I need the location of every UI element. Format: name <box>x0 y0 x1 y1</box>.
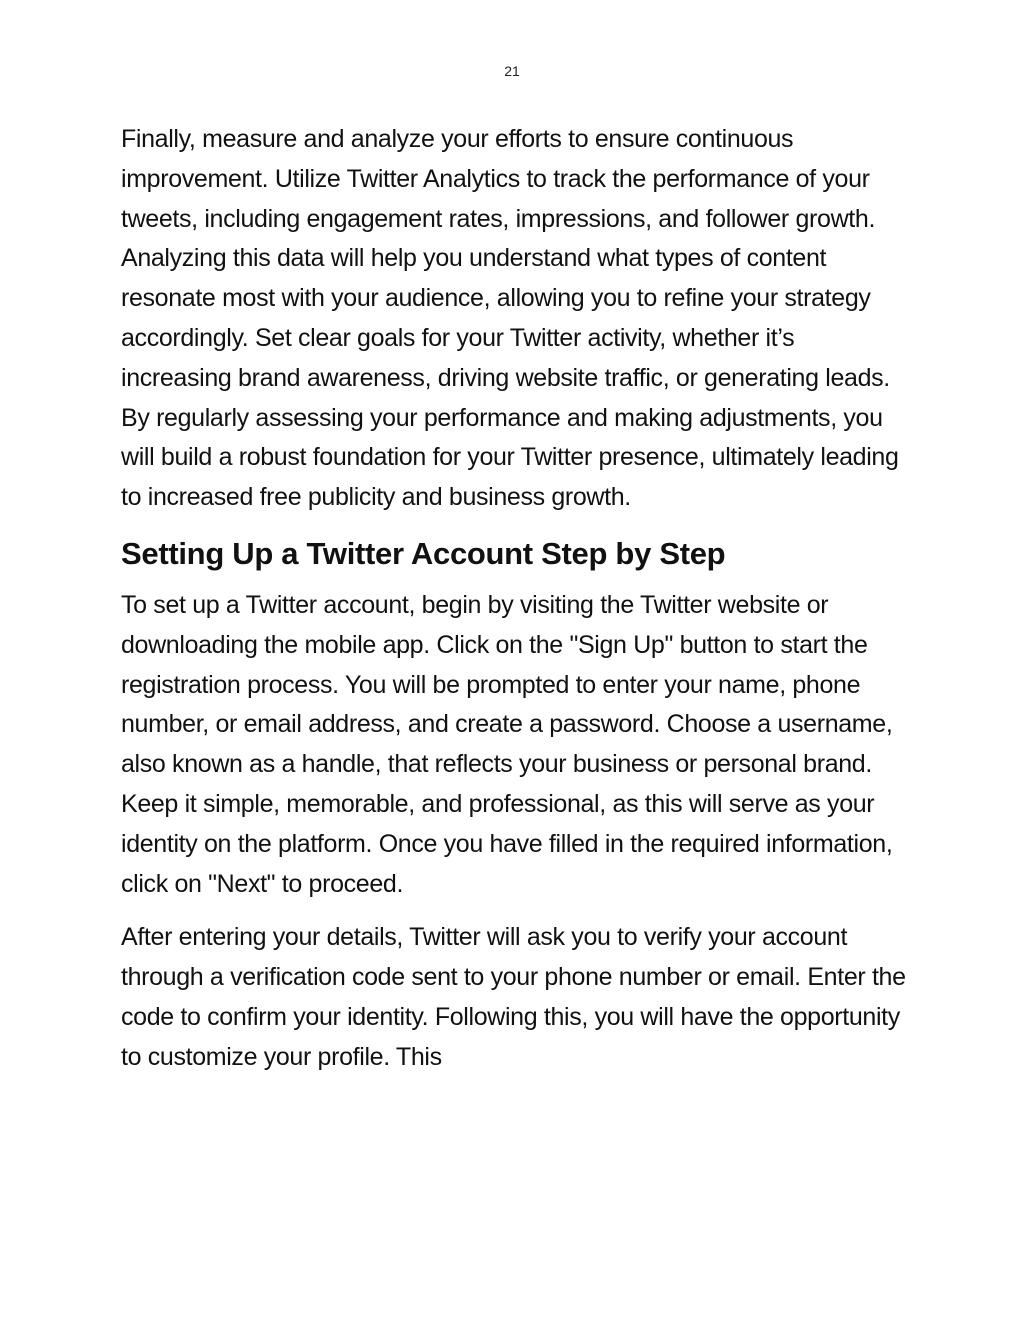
body-paragraph-signup: To set up a Twitter account, begin by visiting the Twitter website or downloading the mobile app. Click on the "Sign Up" button to start the registration process. You will be prompted to enter your name, phone number, or email address, and create a password. Choose a username, also known as a handle, that reflects your business or personal brand. Keep it simple, memorable, and professional, as this will serve as your identity on the platform. Once you have filled in the required information, click on "Next" to proceed. <box>121 590 893 898</box>
body-paragraph-analytics: Finally, measure and analyze your efforts to ensure continuous improvement. Utilize Twitter Analytics to track the performance of your tweets, including engagement rates, impressions, and follower growth. Analyzing this data will help you understand what types of content resonate most with your audience, allowing you to refine your strategy accordingly. Set clear goals for your Twitter activity, whether it’s increasing brand awareness, driving website traffic, or generating leads. By regularly assessing your performance and making adjustments, you will build a robust foundation for your Twitter presence, ultimately leading to increased free publicity and business growth. <box>121 125 899 512</box>
page-number: 21 <box>504 63 520 79</box>
body-paragraph-verification: After entering your details, Twitter will ask you to verify your account through a verification code sent to your phone number or email. Enter the code to confirm your identity. Following this, you will have the opportunity to customize your profile. This <box>121 923 906 1071</box>
page-content <box>121 120 911 1078</box>
section-heading: Setting Up a Twitter Account Step by Step <box>121 535 726 571</box>
